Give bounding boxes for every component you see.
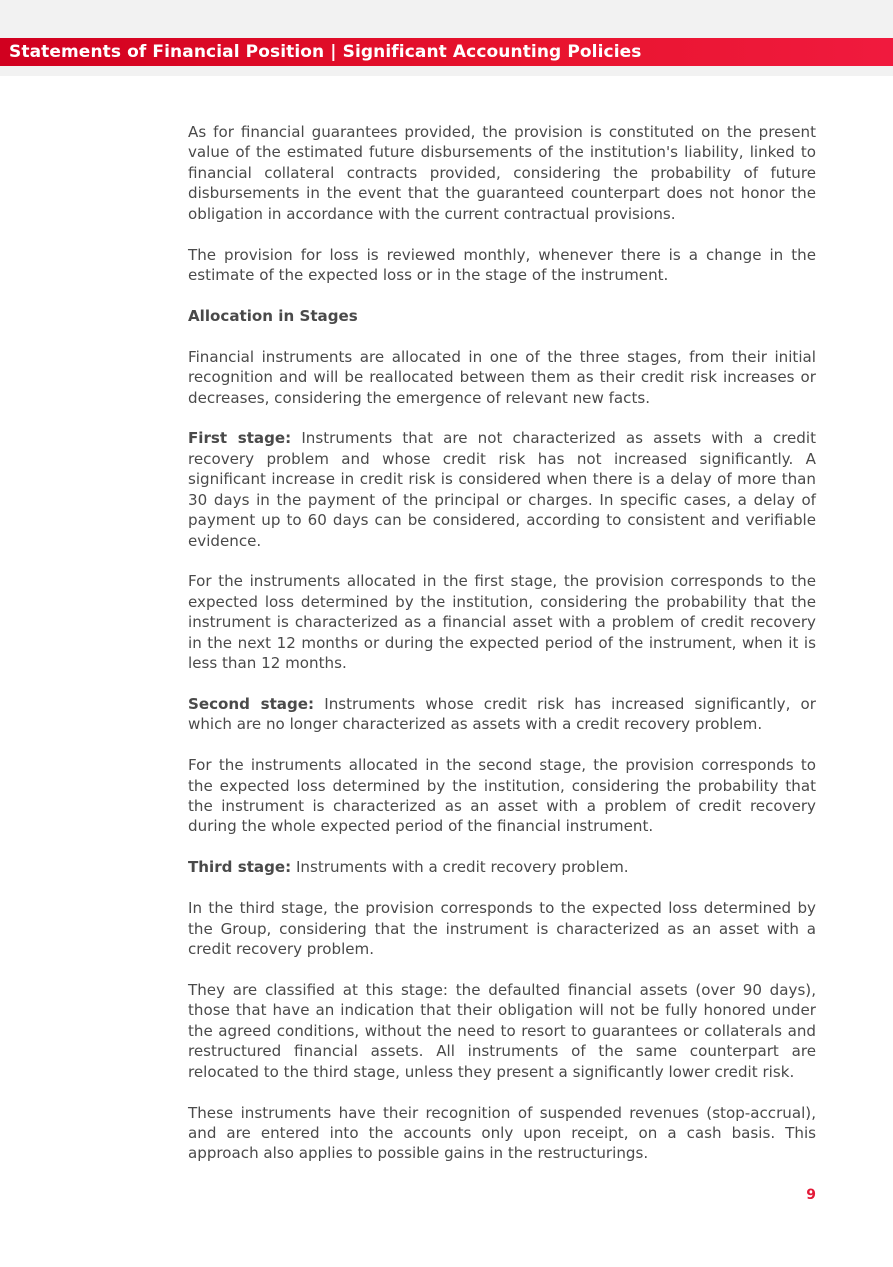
section-title: Statements of Financial Position | Significant Accounting Policies <box>9 42 642 62</box>
third-stage-label: Third stage: <box>188 858 292 877</box>
body-content <box>188 122 816 1184</box>
section-header-bar <box>0 38 893 66</box>
paragraph-third-stage <box>188 857 816 877</box>
third-stage-text: Instruments with a credit recovery problem. <box>291 858 629 877</box>
paragraph-provision-review: The provision for loss is reviewed monthly, whenever there is a change in the estimate of the expected loss or in the stage of the instrument. <box>188 245 816 284</box>
paragraph-second-stage <box>188 694 816 735</box>
second-stage-label: Second stage: <box>188 694 315 713</box>
paragraph-third-stage-provision: In the third stage, the provision corresponds to the expected loss determined by the Group, considering that the instrument is characterized as an asset with a credit recovery problem. <box>188 899 816 959</box>
paragraph-financial-guarantees: As for financial guarantees provided, the provision is constituted on the present value of the estimated future disbursements of the institution's liability, linked to financial collateral contracts provided, considering the probability of future disbursements in the event that the guaranteed counterpart does not honor the obligation in accordance with the current contractual provisions. <box>188 123 816 223</box>
paragraph-suspended-revenues: These instruments have their recognition of suspended revenues (stop-accrual), and are entered into the accounts only upon receipt, on a cash basis. This approach also applies to possible gains in the restructurings. <box>188 1103 816 1163</box>
page-number: 9 <box>806 1187 816 1203</box>
second-stage-text: Instruments whose credit risk has increased significantly, or which are no longer characterized as assets with a credit recovery problem. <box>188 694 816 734</box>
paragraph-second-stage-provision: For the instruments allocated in the second stage, the provision corresponds to the expected loss determined by the institution, considering the probability that the instrument is characterized as an asset with a problem of credit recovery during the whole expected period of the financial instrument. <box>188 756 816 836</box>
paragraph-stage-allocation: Financial instruments are allocated in one of the three stages, from their initial recognition and will be reallocated between them as their credit risk increases or decreases, considering the emergence of relevant new facts. <box>188 347 816 407</box>
paragraph-first-stage <box>188 428 816 550</box>
paragraph-third-stage-classification: They are classified at this stage: the defaulted financial assets (over 90 days), those that have an indication that their obligation will not be fully honored under the agreed conditions, without the need to resort to guarantees or collaterals and restructured financial assets. All instruments of the same counterpart are relocated to the third stage, unless they present a significantly lower credit risk. <box>188 981 816 1081</box>
first-stage-text: Instruments that are not characterized as assets with a credit recovery problem and whose credit risk has not increased significantly. A significant increase in credit risk is considered when there is a delay of more than 30 days in the payment of the principal or charges. In specific cases, a delay of payment up to 60 days can be considered, according to consistent and verifiable evidence. <box>188 429 816 550</box>
paragraph-first-stage-provision: For the instruments allocated in the first stage, the provision corresponds to the expected loss determined by the institution, considering the probability that the instrument is characterized as a financial asset with a problem of credit recovery in the next 12 months or during the expected period of the instrument, when it is less than 12 months. <box>188 572 816 673</box>
first-stage-label: First stage: <box>188 429 292 448</box>
heading-allocation-in-stages: Allocation in Stages <box>188 306 358 325</box>
